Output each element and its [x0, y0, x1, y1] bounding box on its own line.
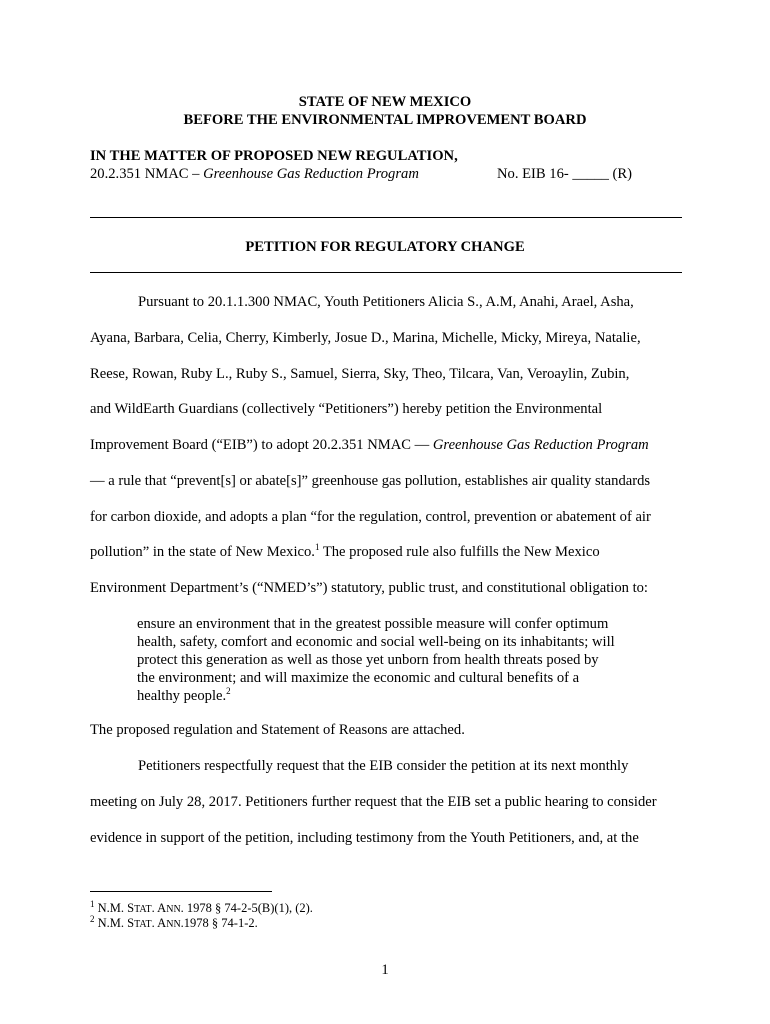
case-number: No. EIB 16- _____ (R) [497, 166, 632, 182]
regulation-title: Greenhouse Gas Reduction Program [203, 166, 419, 182]
body-line-1: Pursuant to 20.1.1.300 NMAC, Youth Petitioners Alicia S., A.M, Anahi, Arael, Asha, [138, 294, 634, 310]
quote-line-2: health, safety, comfort and economic and social well-being on its inhabitants; will [137, 634, 615, 650]
body-line-9: Environment Department’s (“NMED’s”) statutory, public trust, and constitutional obligation to: [90, 580, 648, 596]
footnote-1-number: 1 [90, 898, 95, 909]
document-title: PETITION FOR REGULATORY CHANGE [245, 239, 525, 255]
body-line-5-text: Improvement Board (“EIB”) to adopt 20.2.351 NMAC — [90, 437, 433, 453]
footnote-1-text-c: . 1978 § 74-2-5(B)(1), (2). [180, 901, 313, 915]
footnote-2-number: 2 [90, 913, 95, 924]
state-heading: STATE OF NEW MEXICO [298, 94, 472, 110]
body-line-8-text-a: pollution” in the state of New Mexico. [90, 544, 315, 560]
footnote-ref-2[interactable]: 2 [226, 686, 231, 697]
quote-line-4: the environment; and will maximize the economic and cultural benefits of a [137, 670, 580, 686]
body-line-8-text-b: The proposed rule also fulfills the New Mexico [319, 544, 600, 560]
footnote-2-smallcaps-a: TAT [134, 919, 152, 930]
divider-top [90, 217, 682, 218]
footnote-1-smallcaps-b: NN [166, 904, 181, 915]
footnote-1-text-a: N.M. S [94, 901, 135, 915]
quote-line-3: protect this generation as well as those yet unborn from health threats posed by [137, 652, 599, 668]
attached-line: The proposed regulation and Statement of Reasons are attached. [90, 722, 465, 738]
body-line-3: Reese, Rowan, Ruby L., Ruby S., Samuel, Sierra, Sky, Theo, Tilcara, Van, Veroaylin, Zubin, [90, 366, 630, 382]
body-line-8 [90, 544, 600, 561]
board-heading: BEFORE THE ENVIRONMENTAL IMPROVEMENT BOARD [183, 112, 587, 128]
footnote-1-text-b: . A [151, 901, 167, 915]
quote-line-5 [137, 688, 231, 705]
footnote-2-text-c: .1978 § 74-1-2. [180, 916, 258, 930]
request-line-2: meeting on July 28, 2017. Petitioners further request that the EIB set a public hearing to consider [90, 794, 657, 810]
footnote-2-text-a: N.M. S [94, 916, 135, 930]
footnote-2-text-b: . A [151, 916, 167, 930]
regulation-code: 20.2.351 NMAC – [90, 166, 204, 182]
body-line-4: and WildEarth Guardians (collectively “Petitioners”) hereby petition the Environmental [90, 401, 603, 417]
body-line-7: for carbon dioxide, and adopts a plan “for the regulation, control, prevention or abatement of air [90, 509, 651, 525]
request-line-3: evidence in support of the petition, including testimony from the Youth Petitioners, and, at the [90, 830, 639, 846]
body-line-6: — a rule that “prevent[s] or abate[s]” greenhouse gas pollution, establishes air quality standards [90, 473, 651, 489]
request-line-1: Petitioners respectfully request that the EIB consider the petition at its next monthly [138, 758, 629, 774]
footnote-ref-1[interactable]: 1 [314, 542, 320, 553]
body-line-5 [90, 437, 649, 454]
page-number: 1 [381, 962, 389, 978]
body-line-5-rule-title: Greenhouse Gas Reduction Program [432, 437, 649, 453]
regulation-line [90, 166, 419, 183]
quote-line-1: ensure an environment that in the greatest possible measure will confer optimum [137, 616, 609, 632]
body-line-2: Ayana, Barbara, Celia, Cherry, Kimberly, Josue D., Marina, Michelle, Micky, Mireya, Natalie, [90, 330, 641, 346]
footnote-1-smallcaps-a: TAT [134, 904, 152, 915]
quote-line-5-text: healthy people. [137, 688, 227, 704]
footnote-1 [90, 898, 313, 916]
matter-line: IN THE MATTER OF PROPOSED NEW REGULATION, [90, 148, 458, 164]
footnote-separator [90, 891, 272, 892]
footnote-2-smallcaps-b: NN [166, 919, 181, 930]
footnote-2 [90, 913, 258, 931]
divider-bottom [90, 272, 682, 273]
